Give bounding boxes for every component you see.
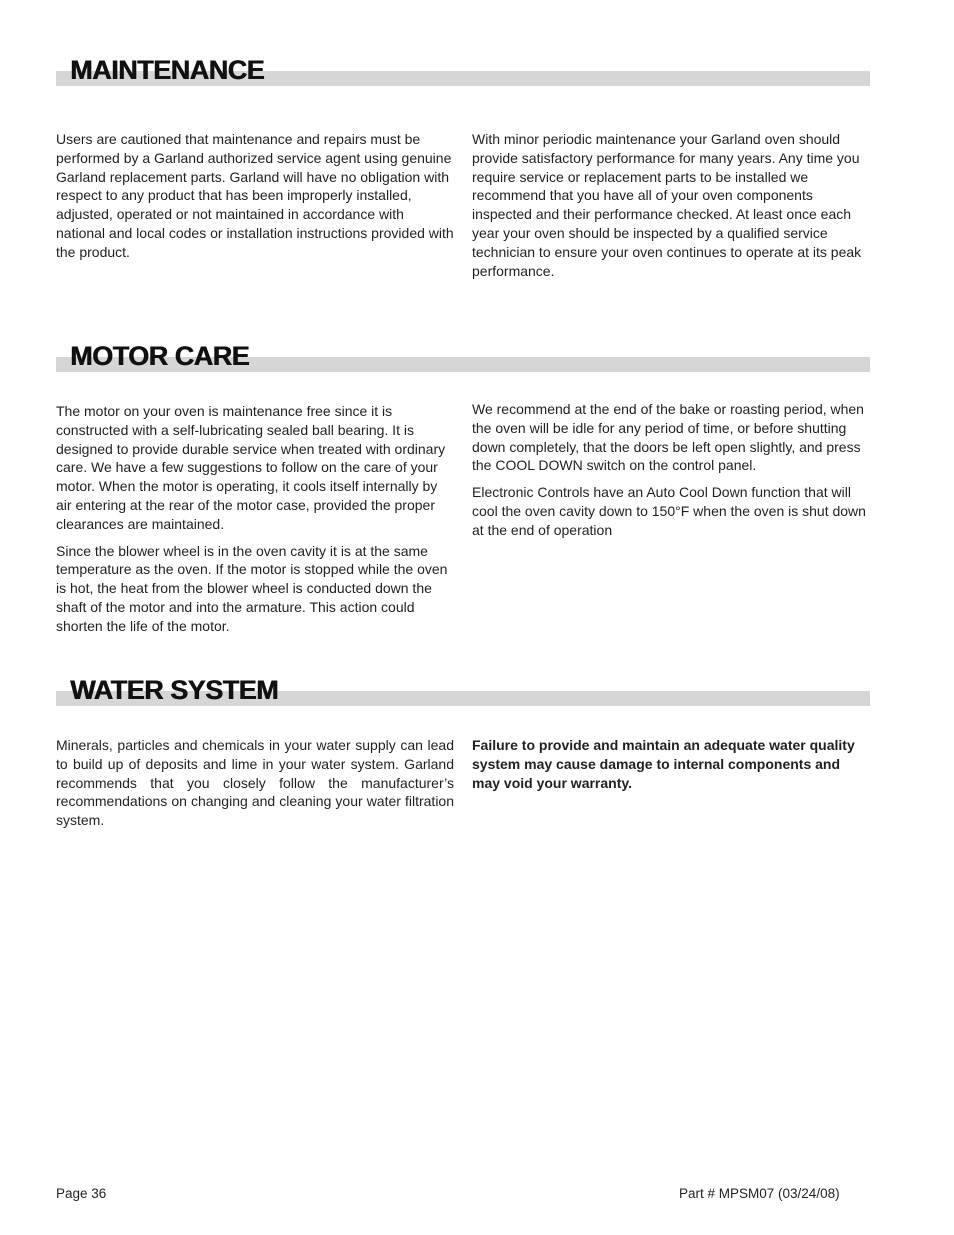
paragraph: The motor on your oven is maintenance free since it is constructed with a self-lubricating sealed ball bearing. It is designed to provide durable service when treated with ordinary care. We have a few suggestions to follow on the care of your motor. When the motor is operating, it cools itself internally by air entering at the rear of the motor case, provided the proper clearances are maintained. — [56, 403, 446, 532]
maintenance-header — [56, 46, 870, 86]
water-system-title: WATER SYSTEM — [70, 675, 279, 705]
part-number: Part # MPSM07 (03/24/08) — [679, 1186, 840, 1201]
paragraph: Electronic Controls have an Auto Cool Down function that will cool the oven cavity down to 150°F when the oven is shut down at the end of operation — [472, 484, 866, 538]
motor-care-left-column — [56, 402, 454, 644]
motor-care-title: MOTOR CARE — [70, 341, 250, 371]
paragraph: Since the blower wheel is in the oven cavity it is at the same temperature as the oven. If the motor is stopped while the oven is hot, the heat from the blower wheel is conducted down the shaft of the motor and into the armature. This action could shorten the life of the motor. — [56, 542, 448, 634]
motor-care-right-column — [472, 400, 870, 548]
motor-care-header — [56, 332, 870, 372]
water-system-header — [56, 666, 870, 706]
paragraph: Users are cautioned that maintenance and repairs must be performed by a Garland authorized service agent using genuine Garland replacement parts. Garland will have no obligation with respect to any product that has been improperly installed, adjusted, operated or not maintained in accordance with national and local codes or installation instructions provided with the product. — [56, 131, 454, 260]
paragraph: Minerals, particles and chemicals in your water supply can lead to build up of deposits and lime in your water system. Garland recommends that you closely follow the manufacturer’s recommendations on changing and cleaning your water filtration system. — [56, 737, 454, 829]
water-system-warning — [472, 736, 870, 800]
paragraph: We recommend at the end of the bake or roasting period, when the oven will be idle for any period of time, or before shutting down completely, that the doors be left open slightly, and press the COOL DOWN switch on the control panel. — [472, 401, 864, 474]
page-number: Page 36 — [56, 1186, 107, 1201]
maintenance-title: MAINTENANCE — [70, 55, 264, 85]
maintenance-right-column — [472, 130, 870, 288]
water-system-left-column — [56, 736, 454, 838]
paragraph: With minor periodic maintenance your Garland oven should provide satisfactory performance for many years. Any time you require service or replacement parts to be installed we recommend that you have all of your oven components inspected and their performance checked. At least once each year your oven should be inspected by a qualified service technician to ensure your oven continues to operate at its peak performance. — [472, 131, 862, 279]
maintenance-left-column — [56, 130, 454, 270]
warning-paragraph: Failure to provide and maintain an adequate water quality system may cause damage to internal components and may void your warranty. — [472, 737, 855, 791]
